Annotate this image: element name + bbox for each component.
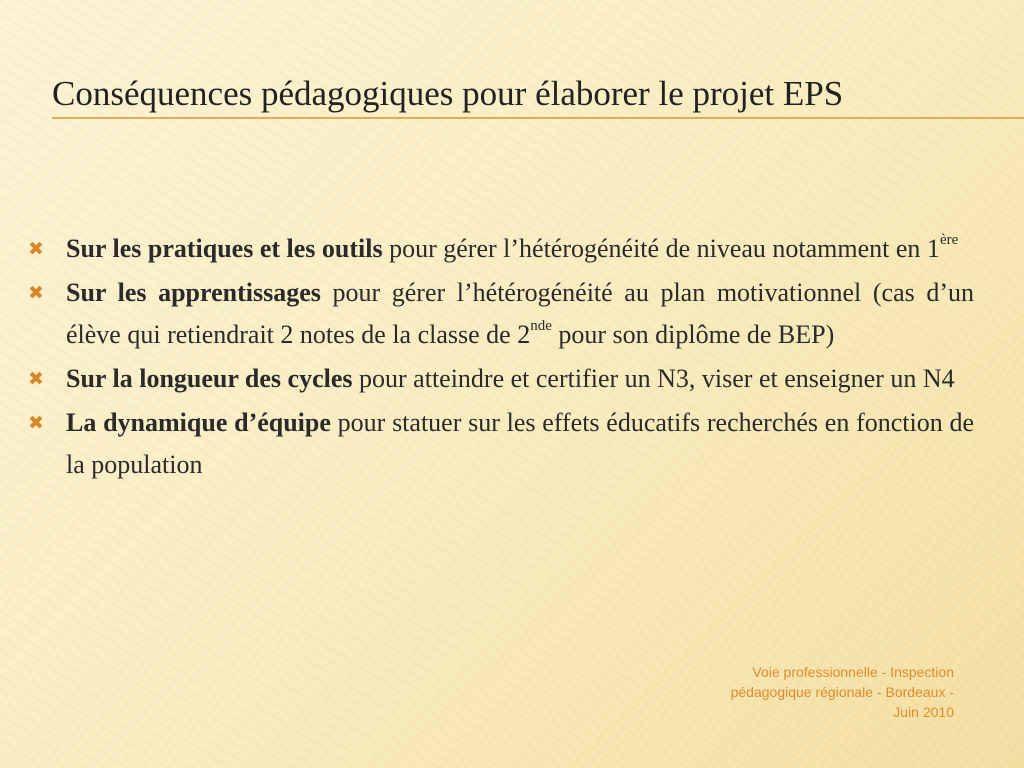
bullet-text: pour atteindre et certifier un N3, viser et enseigner un N4: [352, 364, 955, 393]
bullet-item: [24, 402, 974, 486]
footer-line-3: Juin 2010: [893, 704, 954, 720]
bullet-text: pour gérer l’hétérogénéité au plan motivationnel (cas d’un élève qui retiendrait 2 notes de la classe de 2: [66, 278, 974, 349]
bullet-tail: pour son diplôme de BEP): [551, 320, 835, 349]
slide-footer: [654, 662, 954, 722]
bullet-superscript: ère: [939, 232, 959, 249]
x-bullet-icon: ✖: [28, 282, 44, 304]
bullet-lead: La dynamique d’équipe: [66, 408, 331, 437]
x-bullet-icon: ✖: [28, 238, 44, 260]
bullet-list: [24, 228, 974, 488]
bullet-item: [24, 358, 974, 400]
bullet-text: pour gérer l’hétérogénéité de niveau notamment en 1: [382, 234, 940, 263]
footer-line-2: pédagogique régionale - Bordeaux -: [730, 684, 954, 700]
bullet-item: [24, 272, 974, 356]
x-bullet-icon: ✖: [28, 368, 44, 390]
bullet-item: [24, 228, 974, 270]
bullet-lead: Sur les apprentissages: [66, 278, 321, 307]
bullet-text: pour statuer sur les effets éducatifs recherchés en fonction de la population: [66, 408, 974, 479]
bullet-lead: Sur la longueur des cycles: [66, 364, 353, 393]
bullet-superscript: nde: [530, 318, 552, 335]
title-underline: [52, 117, 1024, 119]
x-bullet-icon: ✖: [28, 412, 44, 434]
footer-line-1: Voie professionnelle - Inspection: [752, 664, 954, 680]
bullet-lead: Sur les pratiques et les outils: [66, 234, 383, 263]
slide-title: Conséquences pédagogiques pour élaborer le projet EPS: [52, 74, 844, 113]
